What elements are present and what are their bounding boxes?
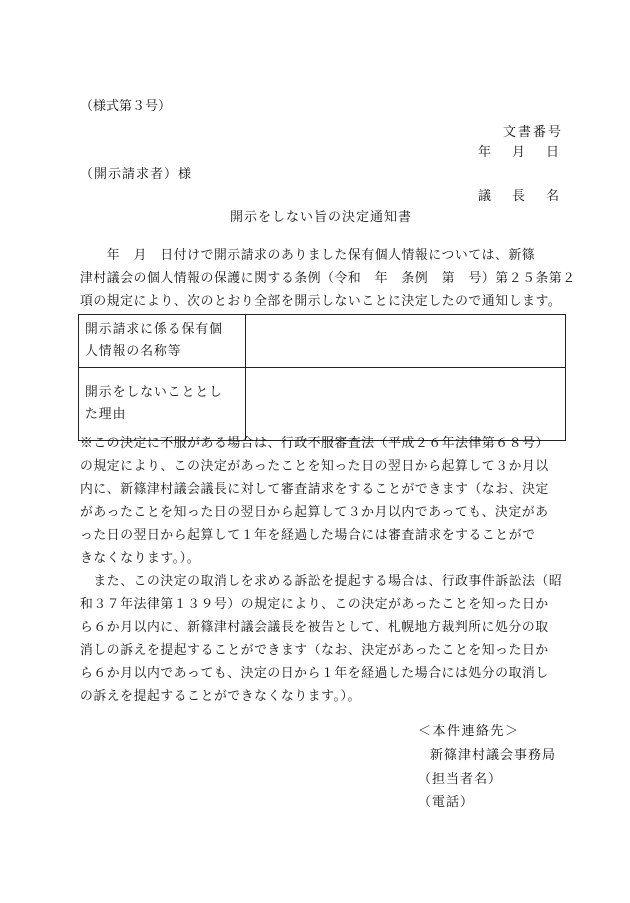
body-line: 津村議会の個人情報の保護に関する条例（令和 年 条例 第 号）第２５条第２	[80, 271, 576, 286]
row1-label-cell	[79, 315, 246, 368]
row1-label-line: 開示請求に係る保有個	[85, 322, 223, 337]
note-line: の訴えを提起することができなくなります。）。	[80, 689, 361, 704]
row2-label-line: た理由	[85, 407, 127, 422]
note-line: きなくなります。）。	[80, 551, 201, 566]
note-line: ら６か月以内であっても、決定の日から１年を経過した場合には処分の取消し	[80, 666, 549, 681]
note-line: の規定により、この決定があったことを知った日の翌日から起算して３か月以	[80, 459, 549, 474]
body-line: 年 月 日付けで開示請求のありました保有個人情報については、新篠	[80, 248, 536, 263]
contact-person: （担当者名）	[418, 772, 503, 787]
body-paragraph	[80, 244, 576, 313]
row2-label-line: 開示をしないこととし	[85, 385, 223, 400]
requester-name: （開示請求者）様	[80, 167, 193, 182]
sender-name: 議 長 名	[477, 189, 563, 204]
row2-label-cell	[79, 368, 246, 441]
note-line: った日の翌日から起算して１年を経過した場合には審査請求をすることがで	[80, 528, 536, 543]
note-line: また、この決定の取消しを求める訴訟を提起する場合は、行政事件訴訟法（昭	[80, 574, 563, 589]
table-row	[79, 368, 566, 441]
note-paragraph-1	[80, 432, 549, 570]
table-row	[79, 315, 566, 368]
row1-value-cell	[246, 315, 566, 368]
document-title: 開示をしない旨の決定通知書	[230, 210, 413, 225]
contact-heading: ＜本件連絡先＞	[418, 724, 520, 739]
form-number: （様式第３号）	[80, 99, 172, 114]
date-label: 年 月 日	[477, 145, 563, 160]
note-line: ら６か月以内に、新篠津村議会議長を被告として、札幌地方裁判所に処分の取	[80, 620, 549, 635]
note-paragraph-2	[80, 570, 562, 708]
note-line: 消しの訴えを提起することができます（なお、決定があったことを知った日か	[80, 643, 549, 658]
body-line: 項の規定により、次のとおり全部を開示しないことに決定したので通知します。	[80, 294, 562, 309]
contact-office: 新篠津村議会事務局	[430, 748, 557, 763]
info-table	[78, 314, 566, 441]
note-line: があったことを知った日の翌日から起算して３か月以内であっても、決定があ	[80, 505, 549, 520]
note-line: 内に、新篠津村議会議長に対して審査請求をすることができます（なお、決定	[80, 482, 549, 497]
note-line: ※この決定に不服がある場合は、行政不服審査法（平成２６年法律第６８号）	[80, 436, 549, 451]
contact-phone: （電話）	[418, 795, 475, 810]
row1-label-line: 人情報の名称等	[85, 344, 182, 359]
note-line: 和３７年法律第１３９号）の規定により、この決定があったことを知った日か	[80, 597, 549, 612]
document-number-label: 文書番号	[502, 125, 563, 140]
row2-value-cell	[246, 368, 566, 441]
